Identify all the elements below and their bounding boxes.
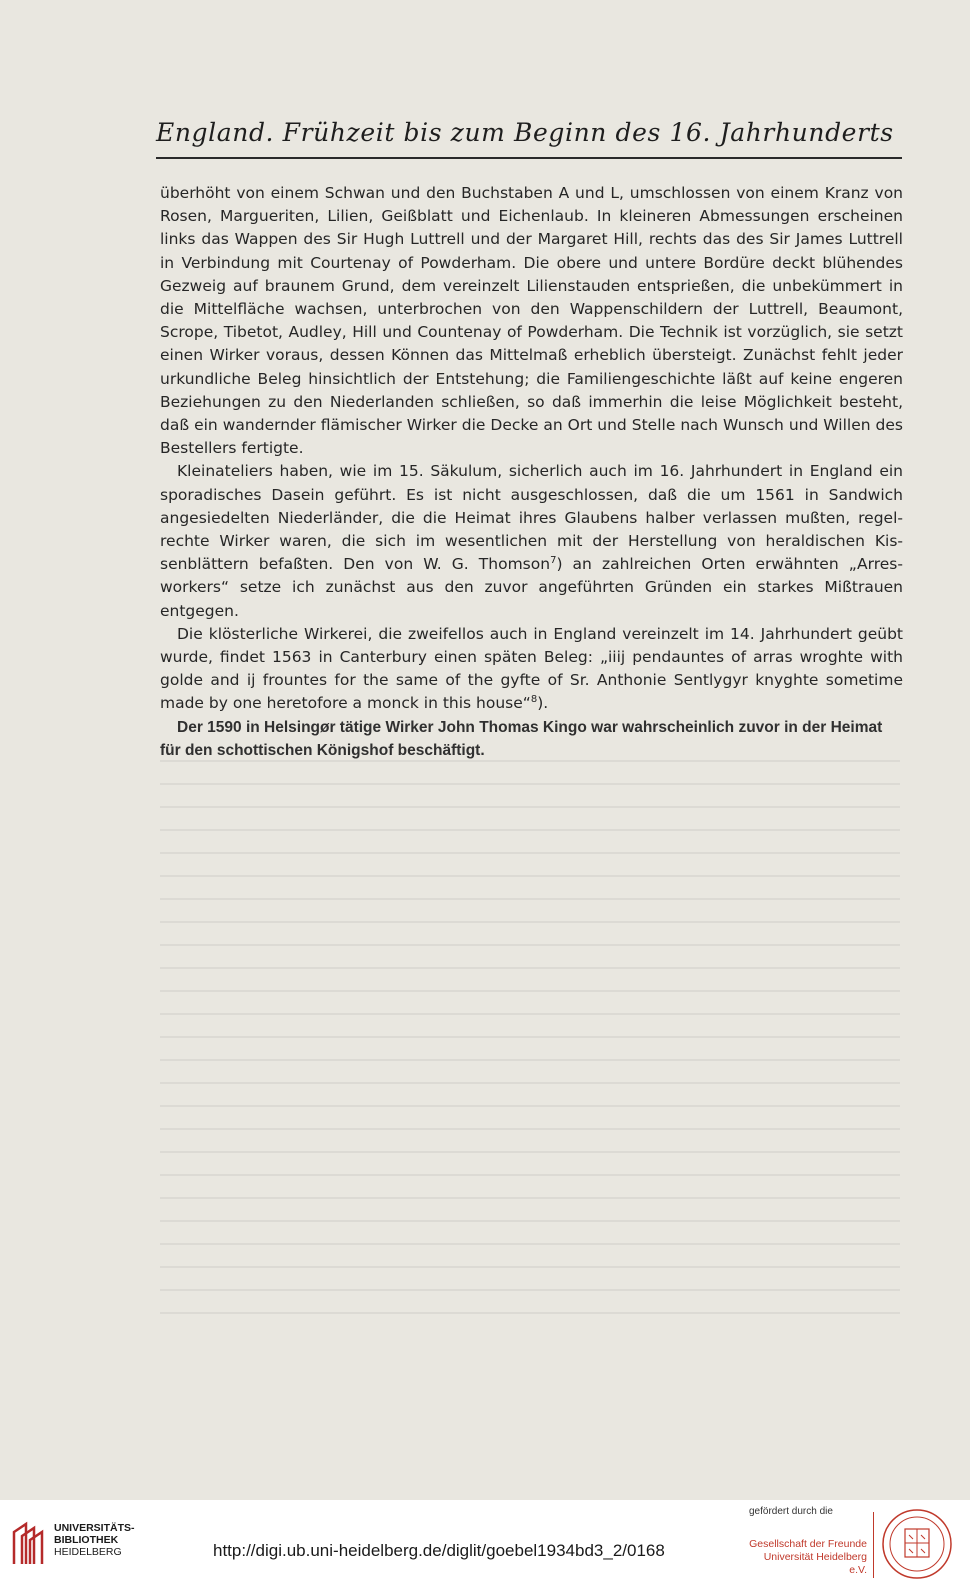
- permalink[interactable]: http://digi.ub.uni-heidelberg.de/diglit/goebel1934bd3_2/0168: [213, 1541, 665, 1560]
- paragraph-1: überhöht von einem Schwan und den Buchstaben A und L, umschlossen von einem Kranz von Rosen, Margueriten, Lilien, Geißblatt und Eichenlaub. In kleineren Abmessungen erscheinen links das Wappen des Sir Hugh Luttrell und der Margaret Hill, rechts das des Sir James Luttrell in Verbindung mit Courtenay of Powderham. Die obere und untere Bordüre deckt blühendes Gezweig auf braunem Grund, dem vereinzelt Lilienstauden entsprießen, die unbekümmert in die Mittelfläche wachsen, unterbrochen von den Wappenschildern der Luttrell, Beaumont, Scrope, Tibetot, Audley, Hill und Countenay of Powderham. Die Technik ist vorzüglich, sie setzt einen Wirker voraus, dessen Können das Mittelmaß erheblich übersteigt. Zunächst fehlt jeder urkundliche Beleg hinsichtlich der Entstehung; die Familiengeschichte läßt auf keine engeren Beziehungen zu den Niederlanden schließen, so daß immerhin die leise Möglichkeit besteht, daß ein wandernder flämischer Wirker die Decke an Ort und Stelle nach Wunsch und Willen des Bestellers fertigte.: [160, 184, 903, 458]
- paragraph-2-tail: ) an zahlreichen Orten erwähnten „Arresworkers“ setze ich zunächst aus den zuvor angeführten Gründen ein starkes Mißtrauen entgegen.: [160, 555, 903, 620]
- paragraph-2: [160, 460, 903, 622]
- library-logo-icon: [10, 1518, 46, 1566]
- footnote-ref-8: 8: [530, 694, 538, 706]
- running-title: England. Frühzeit bis zum Beginn des 16. Jahrhunderts: [156, 118, 894, 147]
- library-line-2: BIBLIOTHEK: [54, 1534, 119, 1546]
- sponsor-label: gefördert durch die: [749, 1506, 833, 1517]
- paragraph-3-tail: ).: [537, 694, 549, 713]
- show-through-texture: [160, 760, 900, 1320]
- paragraph-3: [160, 623, 903, 716]
- sponsor-name: [745, 1538, 867, 1577]
- body-text: [160, 182, 903, 762]
- digitization-footer: [0, 1500, 970, 1587]
- sponsor-line-1: Gesellschaft der Freunde: [749, 1538, 867, 1550]
- sponsor-line-2: Universität Heidelberg e.V.: [763, 1551, 867, 1576]
- paragraph-2-text: Kleinateliers haben, wie im 15. Säkulum, sicherlich auch im 16. Jahrhundert in England ein sporadisches Dasein geführt. Es ist nicht ausgeschlossen, daß die um 1561 in Sandwich angesiedelten Niederländer, die die Heimat ihres Glaubens halber verlassen mußten, regelrechte Wirker waren, die sich im wesentlichen mit der Herstellung von heraldischen Kissenblättern befaßten. Den von W. G. Thomson: [160, 462, 903, 574]
- paragraph-3-text: Die klösterliche Wirkerei, die zweifellos auch in England vereinzelt im 14. Jahrhundert geübt wurde, findet 1563 in Canterbury einen späten Beleg: „iiij pendauntes of arras wroghte with golde and ij frountes for the same of the gyfte of Sr. Anthonie Sentlygyr knyghte sometime made by one heretofore a monck in this house“: [160, 624, 903, 713]
- sponsor-divider: [873, 1512, 874, 1578]
- library-line-1: UNIVERSITÄTS-: [54, 1522, 135, 1534]
- library-name: [54, 1522, 135, 1558]
- footnote-ref-7: 7: [550, 555, 557, 567]
- university-seal-icon: [880, 1505, 954, 1583]
- library-line-3: HEIDELBERG: [54, 1546, 122, 1558]
- paragraph-4: Der 1590 in Helsingør tätige Wirker John Thomas Kingo war wahrscheinlich zuvor in der Heimat für den schottischen Königshof beschäftigt.: [160, 718, 883, 759]
- title-rule: [156, 157, 902, 159]
